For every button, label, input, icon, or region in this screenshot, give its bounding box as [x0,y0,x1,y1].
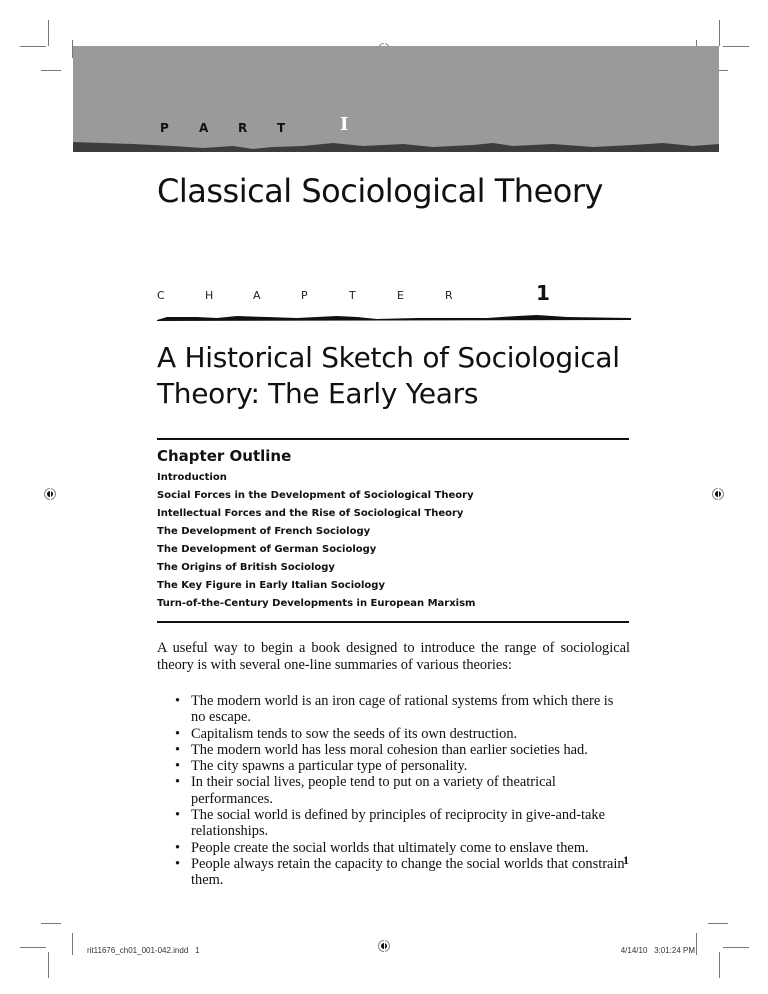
bullet-item: • The modern world is an iron cage of rational systems from which there is no escape. [175,693,630,726]
footer-filename: rit11676_ch01_001-042.indd 1 [87,946,200,955]
outline-item: Intellectual Forces and the Rise of Sociological Theory [157,508,464,519]
crop-mark [708,923,728,924]
crop-mark [20,947,46,948]
bullet-item: • People always retain the capacity to change the social worlds that constrain them. [175,856,630,889]
crop-mark [719,20,720,46]
outline-item: The Origins of British Sociology [157,562,335,573]
outline-rule-top [157,438,629,440]
outline-item: Social Forces in the Development of Sociological Theory [157,490,474,501]
bullet-item: • Capitalism tends to sow the seeds of its own destruction. [175,726,630,742]
part-letter: A [199,121,209,135]
registration-mark-icon [712,488,724,500]
chapter-letter: P [301,289,308,302]
registration-mark-icon [378,940,390,952]
bullet-item: • The modern world has less moral cohesion than earlier societies had. [175,742,630,758]
crop-mark [48,952,49,978]
outline-item: Turn-of-the-Century Developments in European Marxism [157,598,476,609]
outline-list [157,471,475,615]
page-number: 1 [623,853,629,867]
summary-bullets [175,693,630,889]
banner-torn-edge [73,138,719,152]
crop-mark [723,46,749,47]
chapter-title: A Historical Sketch of Sociological Theory: The Early Years [157,341,620,410]
outline-item: The Key Figure in Early Italian Sociology [157,580,385,591]
crop-mark [719,952,720,978]
crop-mark [41,923,61,924]
bullet-item: • The social world is defined by principles of reciprocity in give-and-take relationships. [175,807,630,840]
crop-mark [72,933,73,955]
outline-item: The Development of French Sociology [157,526,371,537]
bullet-item: • People create the social worlds that ultimately come to enslave them. [175,840,630,856]
chapter-rule [157,314,631,322]
part-number: I [340,114,349,135]
part-letter: T [277,121,286,135]
bullet-item: • The city spawns a particular type of personality. [175,758,630,774]
chapter-letter: R [445,289,453,302]
crop-mark [48,20,49,46]
outline-item: Introduction [157,472,227,483]
chapter-letter: T [349,289,356,302]
chapter-number: 1 [536,281,550,305]
crop-mark [20,46,46,47]
outline-rule-bottom [157,621,629,623]
part-title: Classical Sociological Theory [157,172,603,210]
chapter-label [157,289,493,302]
chapter-letter: C [157,289,165,302]
part-letter: R [238,121,248,135]
chapter-letter: H [205,289,214,302]
footer-timestamp: 4/14/10 3:01:24 PM [620,946,695,955]
registration-mark-icon [44,488,56,500]
intro-paragraph: A useful way to begin a book designed to introduce the range of sociological theory is with several one-line summaries of various theories: [157,640,630,673]
crop-mark [41,70,61,71]
part-banner [73,46,719,152]
outline-heading: Chapter Outline [157,447,292,465]
part-letter: P [160,121,169,135]
chapter-letter: A [253,289,261,302]
outline-item: The Development of German Sociology [157,544,377,555]
crop-mark [723,947,749,948]
bullet-item: • In their social lives, people tend to put on a variety of theatrical performances. [175,774,630,807]
part-label [160,121,316,135]
crop-mark [696,933,697,955]
chapter-letter: E [397,289,404,302]
